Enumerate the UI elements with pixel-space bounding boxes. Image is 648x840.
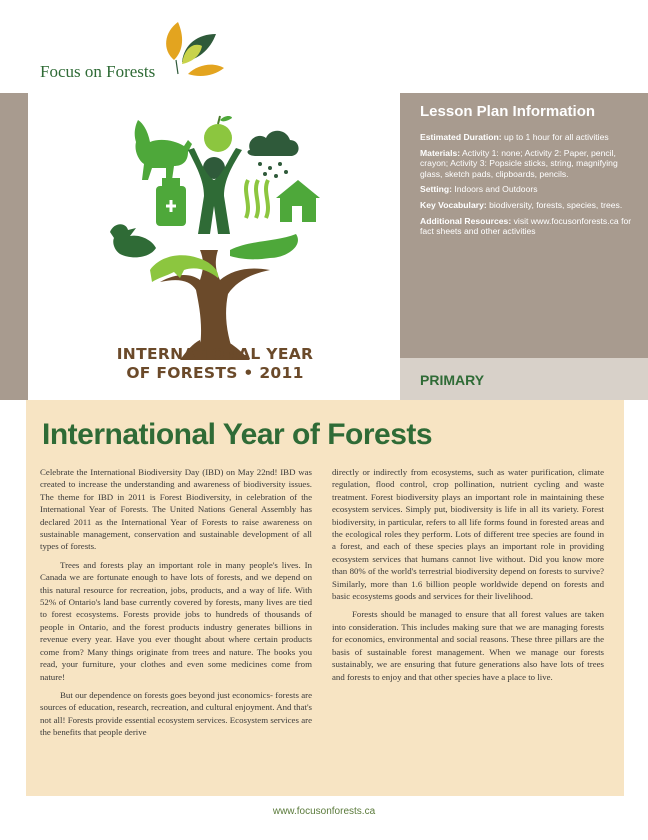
article-paragraph: Celebrate the International Biodiversity Day (IBD) on May 22nd! IBD was created to increase the understanding and awareness of biodiversity issues. The theme for IBD in 2011 is Forest Biodiversity, in celebration of the International Year of Forests. The United Nations General Assembly has declared 2011 as the International Year of Forests to raise awareness on sustainable management, conservation and sustainable development of all types of forests.: [40, 467, 312, 552]
iyf-title-of-forests: OF FORESTS: [126, 364, 238, 382]
iyf-title-line2: [70, 364, 360, 383]
article-title: International Year of Forests: [42, 418, 433, 451]
article-paragraph: But our dependence on forests goes beyond just economics- forests are sources of education, research, recreation, and cultural enjoyment. And that's not all! Forests provide essential ecosystem services. Ecosystem services are the benefits that people derive: [40, 689, 312, 738]
grade-level-badge: PRIMARY: [400, 358, 648, 400]
vocabulary-row: [420, 200, 632, 211]
article-column-left: [40, 466, 312, 739]
lesson-plan-panel: [400, 93, 648, 358]
duration-label: Estimated Duration:: [420, 132, 502, 142]
materials-value: Activity 1: none; Activity 2: Paper, pencil, crayon; Activity 3: Popsicle sticks, string, magnifying glass, sketch pads, clipboards, pencils.: [420, 147, 618, 179]
setting-label: Setting:: [420, 184, 452, 195]
article-column-right: [332, 466, 604, 683]
materials-row: [420, 148, 632, 180]
vocabulary-label: Key Vocabulary:: [420, 199, 487, 210]
resources-value: visit www.focusonforests.ca for fact sheets and other activities: [420, 215, 632, 237]
resources-label: Additional Resources:: [420, 215, 512, 226]
resources-row: [420, 216, 632, 237]
focus-on-forests-logo: [40, 20, 230, 85]
duration-row: [420, 132, 632, 143]
vocabulary-value: biodiversity, forests, species, trees.: [489, 199, 623, 210]
iyf-title-separator: •: [243, 364, 254, 382]
article-paragraph: Forests should be managed to ensure that all forest values are taken into consideration. This includes making sure that we are managing forests for economics, environmental and social reasons. These three pillars are the basis of sustainable forest management. When we manage our forests sustainably, we are ensuring that future generations also have lots of trees and forests to enjoy and that other species have a place to live.: [332, 609, 604, 682]
lesson-plan-heading: Lesson Plan Information: [420, 103, 596, 120]
footer-url-link[interactable]: www.focusonforests.ca: [272, 806, 376, 817]
iyf-2011-title: [70, 345, 360, 383]
article-paragraph: Trees and forests play an important role in many people's lives. In Canada we are fortunate enough to have lots of forests, and we depend on this natural resource for recreation, jobs, products, and a way of life. With 52% of Ontario's land base currently covered by forests, many lives are tied to forest ecosystems. Forests provide jobs to hundreds of thousands of people in Ontario, and the forest products industry generates billions in revenue every year. Have you ever thought about where certain products come from? Many things originate from trees and nature. The books you read, your furniture, your clothes and even some medicines come from nature!: [40, 559, 312, 682]
setting-row: [420, 184, 632, 195]
tree-of-life-emblem: [100, 110, 330, 360]
materials-label: Materials:: [420, 147, 461, 158]
leaves-icon: [158, 20, 228, 80]
article-paragraph: directly or indirectly from ecosystems, such as water purification, climate regulation, flood control, crop pollination, nutrient cycling and waste treatment. Forest biodiversity plays an important role in maintaining these ecosystem services. Simply put, biodiversity is life in all its variety. Forest biodiversity, in particular, refers to all life forms found in forested areas and the ecological roles they perform. Lots of different tree species are found in a forest, and each of these species plays an important role in providing ecosystem services that humans cannot live without. Did you know more than 80% of the world's terrestrial biodiversity depend on forests to survive? Similarly, more than 1.6 billion people worldwide depend on forests and basic ecosystems goods and services for their livelihood.: [332, 467, 604, 602]
article: [26, 400, 624, 796]
logo-text: Focus on Forests: [40, 62, 156, 81]
setting-value: Indoors and Outdoors: [454, 184, 538, 195]
left-decor-strip: [0, 93, 28, 400]
duration-value: up to 1 hour for all activities: [504, 132, 609, 142]
iyf-title-year: 2011: [259, 364, 304, 382]
iyf-title-line1: INTERNATIONAL YEAR: [116, 345, 314, 363]
